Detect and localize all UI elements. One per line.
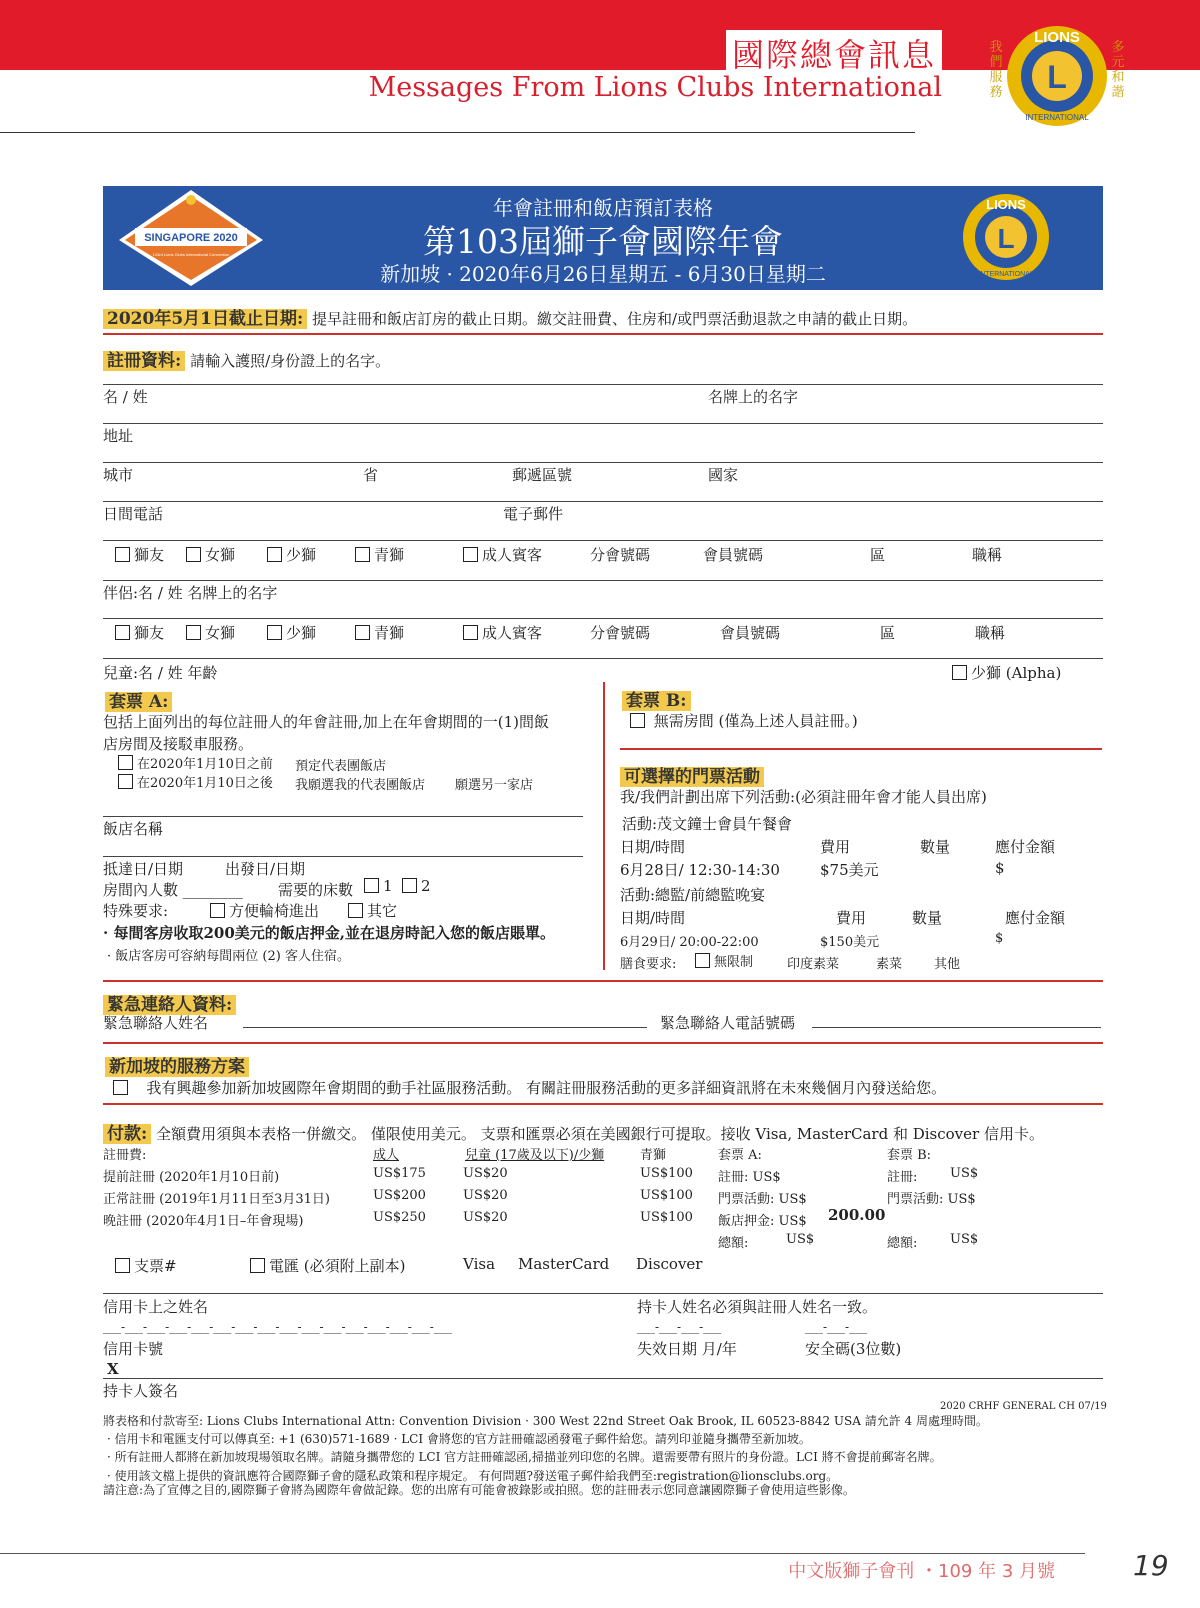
note-media: 請注意:為了宣傳之目的,國際獅子會將為國際年會做記錄。您的出席有可能會被錄影或拍照。您的註冊表示您同意讓國際獅子會使用這些影像。: [103, 1483, 855, 1497]
emergency-phone-input[interactable]: [812, 1027, 1101, 1028]
event2-amount-field[interactable]: $: [995, 931, 1004, 946]
column-divider: [603, 682, 605, 970]
pkg-b-total-field[interactable]: US$: [950, 1232, 979, 1247]
badge-name-field[interactable]: 名牌上的名字: [708, 388, 799, 406]
diet-option-other[interactable]: 其他: [934, 957, 961, 972]
member-type-label: 女獅: [205, 546, 236, 564]
checkbox[interactable]: [186, 625, 201, 640]
option-alt: 願選另一家店: [455, 778, 534, 793]
header-rule: [0, 132, 915, 133]
registration-row: [103, 346, 390, 371]
package-b-option[interactable]: [630, 710, 858, 731]
email-field[interactable]: 電子郵件: [503, 505, 564, 523]
event1-name: 活動:茂文鐘士會員午餐會: [622, 815, 793, 833]
header-title-zh: 國際總會訊息: [726, 30, 942, 76]
title-field[interactable]: 職稱: [972, 546, 1003, 564]
event1-col-fee: 費用: [820, 838, 851, 856]
member-type-label: 少獅: [286, 546, 317, 564]
field-rule: [103, 1293, 1103, 1294]
page-number: 19: [1133, 1549, 1169, 1582]
fee-row-label: 提前註冊 (2020年1月10日前): [103, 1170, 280, 1185]
pkg-a-label: 套票 A:: [718, 1148, 762, 1163]
checkbox[interactable]: [113, 1080, 128, 1095]
member-type-label: 成人賓客: [482, 624, 543, 642]
package-a-desc1: 包括上面列出的每位註冊人的年會註冊,加上在年會期間的一(1)間飯: [103, 713, 550, 731]
event1-col-datetime: 日期/時間: [620, 838, 686, 856]
divider: [103, 980, 1103, 982]
divider: [103, 333, 1103, 335]
address-field[interactable]: 地址: [103, 427, 134, 445]
signature-input[interactable]: [103, 1378, 1103, 1379]
pkg-b-reg-field[interactable]: US$: [950, 1166, 979, 1181]
country-field[interactable]: 國家: [708, 466, 739, 484]
checkbox[interactable]: [118, 774, 133, 789]
logo-letter: L: [1047, 59, 1067, 95]
diet-label-text: 無限制: [714, 955, 754, 970]
cardholder-name-field[interactable]: 信用卡上之姓名: [103, 1298, 209, 1316]
pkg-a-reg-field[interactable]: 註冊: US$: [718, 1170, 781, 1185]
member-type-youth[interactable]: [355, 544, 404, 565]
checkbox[interactable]: [364, 878, 379, 893]
wheelchair-option[interactable]: [210, 900, 319, 921]
checkbox[interactable]: [115, 1258, 130, 1273]
event1-fee: $75美元: [820, 861, 879, 879]
field-rule: [103, 816, 583, 817]
checkbox[interactable]: [355, 625, 370, 640]
event1-datetime: 6月28日/ 12:30-14:30: [620, 861, 780, 879]
field-rule: [103, 423, 1103, 424]
field-rule: [103, 501, 1103, 502]
service-option[interactable]: [113, 1077, 946, 1098]
sg-logo-text: SINGAPORE 2020: [144, 232, 238, 244]
pkg-b-tickets-field[interactable]: 門票活動: US$: [887, 1192, 976, 1207]
companion-type-lioness[interactable]: [186, 622, 235, 643]
event2-fee: $150美元: [820, 935, 880, 950]
fee-row-adult: US$200: [373, 1188, 426, 1203]
col-child: 兒童 (17歲及以下)/少獅: [465, 1148, 605, 1163]
city-field[interactable]: 城市: [103, 466, 134, 484]
deadline-text: 提早註冊和飯店訂房的截止日期。繳交註冊費、住房和/或門票活動退款之申請的截止日期。: [312, 310, 918, 328]
banner-line2: 第103屆獅子會國際年會: [423, 222, 783, 261]
member-type-guest[interactable]: [463, 544, 542, 565]
note-privacy: · 使用該文檔上提供的資訊應符合國際獅子會的隱私政策和程序規定。 有何問題?發送電子郵件給我們至:registration@lionsclubs.org。: [107, 1469, 839, 1483]
member-type-leo[interactable]: [267, 544, 316, 565]
pkg-a-deposit-label: 飯店押金: US$: [718, 1214, 807, 1229]
hotel-name-field[interactable]: 飯店名稱: [103, 820, 164, 838]
pkg-a-deposit-amount: 200.00: [828, 1206, 886, 1224]
check-label: 支票#: [134, 1257, 177, 1275]
banner-line1: 年會註冊和飯店預訂表格: [493, 196, 713, 220]
checkbox[interactable]: [118, 755, 133, 770]
payment-label: 付款:: [103, 1124, 151, 1144]
option-text: 預定代表團飯店: [295, 759, 387, 774]
checkbox[interactable]: [952, 665, 967, 680]
field-rule: [103, 856, 583, 857]
province-field[interactable]: 省: [363, 466, 379, 484]
member-type-label: 獅友: [134, 624, 165, 642]
checkbox[interactable]: [210, 903, 225, 918]
event2-col-datetime: 日期/時間: [620, 909, 686, 927]
option-date: 在2020年1月10日之後: [137, 776, 273, 791]
checkbox[interactable]: [115, 625, 130, 640]
cvv-input[interactable]: ___-___-___: [805, 1320, 868, 1334]
member-type-lion[interactable]: [115, 544, 164, 565]
field-rule: [103, 462, 1103, 463]
package-a-option-before[interactable]: [118, 753, 273, 772]
pkg-b-total-label: 總額:: [887, 1236, 918, 1251]
special-label: 特殊要求:: [103, 902, 169, 920]
registration-label: 註冊資料:: [103, 351, 185, 371]
member-type-label: 獅友: [134, 546, 165, 564]
checkbox[interactable]: [630, 713, 645, 728]
field-rule: [103, 618, 1103, 619]
event1-col-due: 應付金額: [995, 838, 1056, 856]
companion-title[interactable]: 職稱: [975, 624, 1006, 642]
tickets-intro: 我/我們計劃出席下列活動:(必須註冊年會才能人員出席): [620, 788, 987, 806]
arrival-field[interactable]: 抵達日/日期: [103, 860, 184, 878]
note-fax: · 信用卡和電匯支付可以傳真至: +1 (630)571-1689 · LCI 會將您的官方註冊確認函發電子郵件給您。請列印並隨身攜帶至新加坡。: [107, 1432, 811, 1446]
event2-col-fee: 費用: [836, 909, 867, 927]
companion-field[interactable]: 伴侶:名 / 姓 名牌上的名字: [103, 584, 278, 602]
emergency-name-input[interactable]: [243, 1027, 647, 1028]
alpha-option[interactable]: [952, 662, 1061, 683]
bed-label: 1: [383, 877, 393, 895]
deposit-note: · 每間客房收取200美元的飯店押金,並在退房時記入您的飯店賬單。: [103, 924, 555, 942]
header-motto-right: 多元和諧: [1111, 40, 1125, 100]
mail-note: 將表格和付款寄至: Lions Clubs International Attn: Convention Division · 300 West 22nd Street Oak Brook, IL 60523-8842 USA 請允許 4 周處理時間。: [103, 1414, 989, 1428]
checkbox[interactable]: [267, 547, 282, 562]
tickets-label: 可選擇的門票活動: [620, 767, 764, 787]
visa-option[interactable]: Visa: [463, 1255, 496, 1273]
checkbox[interactable]: [115, 547, 130, 562]
departure-field[interactable]: 出發日/日期: [225, 860, 306, 878]
card-number-label: 信用卡號: [103, 1340, 164, 1358]
banner-line3: 新加坡 · 2020年6月26日星期五 - 6月30日星期二: [380, 262, 826, 286]
checkbox[interactable]: [402, 878, 417, 893]
logo-bottom-text: INTERNATIONAL: [1025, 113, 1089, 122]
companion-type-youth[interactable]: [355, 622, 404, 643]
companion-type-leo[interactable]: [267, 622, 316, 643]
fee-row-leo: US$100: [640, 1188, 693, 1203]
package-b-text: 無需房間 (僅為上述人員註冊。): [653, 712, 858, 730]
form-banner: [103, 186, 1103, 290]
checkbox[interactable]: [348, 903, 363, 918]
checkbox[interactable]: [463, 547, 478, 562]
emergency-phone-label: 緊急聯絡人電話號碼: [660, 1014, 796, 1032]
fee-row-adult: US$175: [373, 1166, 426, 1181]
field-rule: [103, 384, 1103, 385]
member-type-label: 青獅: [374, 624, 405, 642]
event1-amount-field[interactable]: $: [995, 859, 1005, 877]
header-motto-left: 我們服務: [989, 40, 1003, 100]
other-label: 其它: [367, 902, 398, 920]
divider: [620, 748, 1102, 750]
service-label: 新加坡的服務方案: [105, 1057, 249, 1077]
lions-logo-header: [1005, 22, 1109, 130]
sg-logo-sub: 103rd Lions Clubs International Convention: [152, 252, 230, 257]
other-option[interactable]: [348, 900, 397, 921]
name-field[interactable]: 名 / 姓: [103, 388, 148, 406]
checkbox[interactable]: [695, 953, 710, 968]
fee-row-label: 正常註冊 (2019年1月11日至3月31日): [103, 1192, 330, 1207]
companion-type-lion[interactable]: [115, 622, 164, 643]
companion-member-no[interactable]: 會員號碼: [720, 624, 781, 642]
expiry-label: 失效日期 月/年: [637, 1340, 737, 1358]
field-rule: [103, 540, 1103, 541]
deadline-row: [103, 304, 917, 329]
event2-col-qty: 數量: [912, 909, 943, 927]
package-b-label: 套票 B:: [622, 691, 691, 711]
fee-row-child: US$20: [463, 1210, 508, 1225]
fee-row-leo: US$100: [640, 1166, 693, 1181]
pkg-a-total-field[interactable]: US$: [786, 1232, 815, 1247]
pkg-b-label: 套票 B:: [887, 1148, 932, 1163]
member-type-lioness[interactable]: [186, 544, 235, 565]
event2-datetime: 6月29日/ 20:00-22:00: [620, 935, 759, 950]
package-a-desc2: 店房間及接駁車服務。: [103, 735, 254, 753]
discover-option[interactable]: Discover: [636, 1255, 703, 1273]
cardholder-note: 持卡人姓名必須與註冊人姓名一致。: [637, 1298, 878, 1316]
deadline-label: 2020年5月1日截止日期:: [103, 309, 307, 329]
banner-logo-letter: L: [997, 223, 1015, 254]
member-type-label: 少獅: [286, 624, 317, 642]
wire-label: 電匯 (必須附上副本): [269, 1257, 406, 1275]
registration-text: 請輸入護照/身份證上的名字。: [190, 352, 391, 370]
banner-logo-top: LIONS: [986, 197, 1026, 212]
member-type-label: 青獅: [374, 546, 405, 564]
occupancy-note: · 飯店客房可容納每間兩位 (2) 客人住宿。: [107, 949, 350, 964]
option-text: 我願選我的代表團飯店: [295, 778, 426, 793]
wheelchair-label: 方便輪椅進出: [229, 902, 320, 920]
wire-option[interactable]: [250, 1255, 405, 1276]
diet-option-veg[interactable]: 素菜: [876, 957, 903, 972]
member-type-label: 成人賓客: [482, 546, 543, 564]
payment-row: [103, 1119, 1044, 1144]
club-no-field[interactable]: 分會號碼: [590, 546, 651, 564]
diet-option-indian[interactable]: 印度素菜: [787, 957, 840, 972]
postal-field[interactable]: 郵遞區號: [512, 466, 573, 484]
member-type-label: 女獅: [205, 624, 236, 642]
event1-col-qty: 數量: [920, 838, 951, 856]
payment-text: 全額費用須與本表格一併繳交。 僅限使用美元。 支票和匯票必須在美國銀行可提取。接收 Visa, MasterCard 和 Discover 信用卡。: [156, 1125, 1044, 1143]
banner-logo-bottom: INTERNATIONAL: [978, 271, 1034, 278]
checkbox[interactable]: [250, 1258, 265, 1273]
logo-top-text: LIONS: [1034, 29, 1080, 46]
event2-name: 活動:總監/前總監晚宴: [620, 886, 766, 904]
expiry-input[interactable]: ___-___-___-___: [637, 1320, 722, 1334]
emergency-label: 緊急連絡人資料:: [103, 995, 236, 1015]
signature-label: 持卡人簽名: [103, 1382, 179, 1400]
day-phone-field[interactable]: 日間電話: [103, 505, 164, 523]
member-no-field[interactable]: 會員號碼: [703, 546, 764, 564]
diet-option-none[interactable]: [695, 951, 753, 970]
pkg-a-tickets-field[interactable]: 門票活動: US$: [718, 1192, 807, 1207]
checkbox[interactable]: [267, 625, 282, 640]
fee-row-child: US$20: [463, 1166, 508, 1181]
pkg-a-total-label: 總額:: [718, 1236, 749, 1251]
companion-club-no[interactable]: 分會號碼: [590, 624, 651, 642]
signature-x: X: [107, 1360, 119, 1378]
check-option[interactable]: [115, 1255, 177, 1276]
district-field[interactable]: 區: [870, 546, 886, 564]
fee-row-leo: US$100: [640, 1210, 693, 1225]
mastercard-option[interactable]: MasterCard: [518, 1255, 610, 1273]
diet-label: 膳食要求:: [620, 957, 677, 972]
bed-label: 2: [421, 877, 431, 895]
package-a-option-after[interactable]: [118, 772, 273, 791]
bed-option-1[interactable]: [364, 877, 393, 895]
bed-option-2[interactable]: [402, 877, 431, 895]
note-badges: · 所有註冊人都將在新加坡現場領取名牌。請隨身攜帶您的 LCI 官方註冊確認函,掃描並列印您的名牌。還需要帶有照片的身份證。LCI 將不會提前郵寄名牌。: [107, 1450, 942, 1464]
checkbox[interactable]: [186, 547, 201, 562]
occupants-field[interactable]: 房間內人數 ________: [103, 881, 243, 899]
col-adult: 成人: [373, 1148, 400, 1163]
divider: [103, 1042, 1103, 1044]
fee-row-label: 晚註冊 (2020年4月1日–年會現場): [103, 1214, 304, 1229]
event2-col-due: 應付金額: [1005, 909, 1066, 927]
fee-row-adult: US$250: [373, 1210, 426, 1225]
col-leo: 青獅: [640, 1148, 667, 1163]
emergency-name-label: 緊急聯絡人姓名: [103, 1014, 209, 1032]
companion-district[interactable]: 區: [880, 624, 896, 642]
footer-rule: [0, 1553, 1085, 1554]
field-rule: [103, 580, 1103, 581]
header-title-en: Messages From Lions Clubs International: [368, 72, 942, 103]
companion-type-guest[interactable]: [463, 622, 542, 643]
fee-row-child: US$20: [463, 1188, 508, 1203]
child-field[interactable]: 兒童:名 / 姓 年齡: [103, 664, 218, 682]
checkbox[interactable]: [463, 625, 478, 640]
package-a-label: 套票 A:: [105, 692, 172, 712]
service-text: 我有興趣參加新加坡國際年會期間的動手社區服務活動。 有關註冊服務活動的更多詳細資訊將在未來幾個月內發送給您。: [146, 1079, 947, 1097]
cvv-label: 安全碼(3位數): [805, 1340, 902, 1358]
card-number-input[interactable]: ___-___-___-___-___-___-___-___-___-___-___-___-___-___-___-___: [103, 1320, 452, 1334]
alpha-label: 少獅 (Alpha): [971, 664, 1062, 682]
field-rule: [103, 658, 1103, 659]
lions-logo-banner: [961, 192, 1051, 282]
beds-label: 需要的床數: [278, 881, 354, 899]
pkg-b-reg-label: 註冊:: [887, 1170, 918, 1185]
fee-label: 註冊費:: [103, 1148, 147, 1163]
checkbox[interactable]: [355, 547, 370, 562]
form-code: 2020 CRHF GENERAL CH 07/19: [940, 1401, 1107, 1412]
divider: [103, 1103, 1103, 1105]
footer-text: 中文版獅子會刊 ・109 年 3 月號: [788, 1561, 1055, 1582]
option-date: 在2020年1月10日之前: [137, 757, 273, 772]
